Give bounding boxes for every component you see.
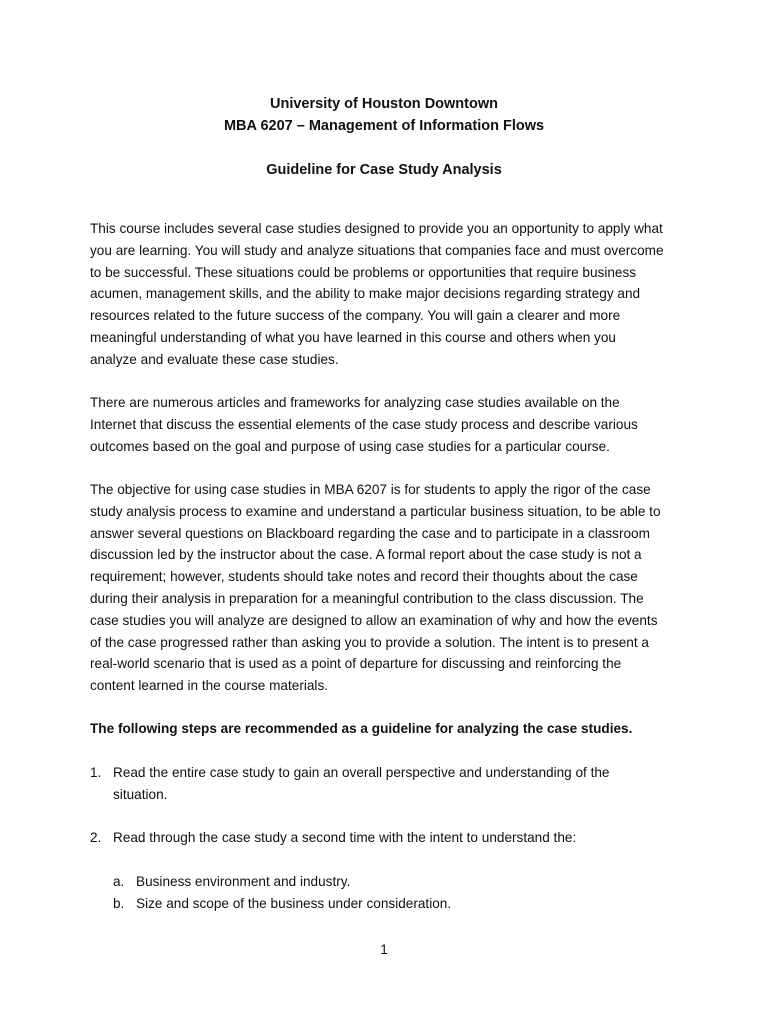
course-title: MBA 6207 – Management of Information Flows <box>223 118 545 134</box>
paragraph-line: answer several questions on Blackboard regarding the case and to participate in a classroom <box>90 525 650 541</box>
steps-intro <box>90 718 690 740</box>
substep-text: Business environment and industry. <box>136 874 351 889</box>
paragraph-line: resources related to the future success of the company. You will gain a clearer and more <box>90 308 621 324</box>
paragraph-line: outcomes based on the goal and purpose of using case studies for a particular course. <box>90 438 610 454</box>
substep-letter: b. <box>113 896 125 911</box>
paragraph-line: There are numerous articles and frameworks for analyzing case studies available on the <box>90 395 620 410</box>
step-line: Read the entire case study to gain an overall perspective and understanding of the <box>113 765 610 780</box>
page-number: 1 <box>380 942 388 957</box>
university-name: University of Houston Downtown <box>270 96 498 112</box>
substep-text: Size and scope of the business under consideration. <box>136 896 452 911</box>
paragraph-frameworks <box>90 392 690 457</box>
paragraph-line: acumen, management skills, and the ability to make major decisions regarding strategy and <box>90 286 641 302</box>
paragraph-line: you are learning. You will study and analyze situations that companies face and must overcome <box>90 242 664 258</box>
paragraph-line: Internet that discuss the essential elements of the case study process and describe various <box>90 416 638 432</box>
paragraph-line: during their analysis in preparation for a meaningful contribution to the class discussion. The <box>90 590 644 606</box>
paragraph-line: case studies you will analyze are designed to allow an examination of why and how the events <box>90 612 658 628</box>
document-header <box>0 93 768 137</box>
paragraph-line: discussion led by the instructor about the case. A formal report about the case study is not a <box>90 547 642 563</box>
steps-intro-text: The following steps are recommended as a guideline for analyzing the case studies. <box>90 721 633 736</box>
paragraph-line: content learned in the course materials. <box>90 678 329 694</box>
substep-letter: a. <box>113 874 125 889</box>
paragraph-line: of the case progressed rather than asking you to provide a solution. The intent is to present a <box>90 634 649 650</box>
step-text <box>113 827 576 849</box>
step-text <box>113 762 610 806</box>
paragraph-line: meaningful understanding of what you have learned in this course and others when you <box>90 329 616 345</box>
paragraph-objective <box>90 479 690 697</box>
paragraph-line: real-world scenario that is used as a point of departure for discussing and reinforcing the <box>90 656 622 672</box>
step-number: 2. <box>90 830 102 845</box>
paragraph-line: The objective for using case studies in MBA 6207 is for students to apply the rigor of the case <box>90 482 651 497</box>
document-title: Guideline for Case Study Analysis <box>266 162 502 178</box>
paragraph-line: This course includes several case studies designed to provide you an opportunity to apply what <box>90 221 663 236</box>
paragraph-line: requirement; however, students should take notes and record their thoughts about the case <box>90 569 638 585</box>
step-line: Read through the case study a second time with the intent to understand the: <box>113 830 577 845</box>
paragraph-line: analyze and evaluate these case studies. <box>90 351 339 367</box>
paragraph-line: study analysis process to examine and understand a particular business situation, to be able to <box>90 503 661 519</box>
paragraph-line: to be successful. These situations could be problems or opportunities that require business <box>90 264 637 280</box>
step-number: 1. <box>90 765 102 780</box>
paragraph-intro <box>90 218 690 371</box>
step-line: situation. <box>113 786 168 802</box>
